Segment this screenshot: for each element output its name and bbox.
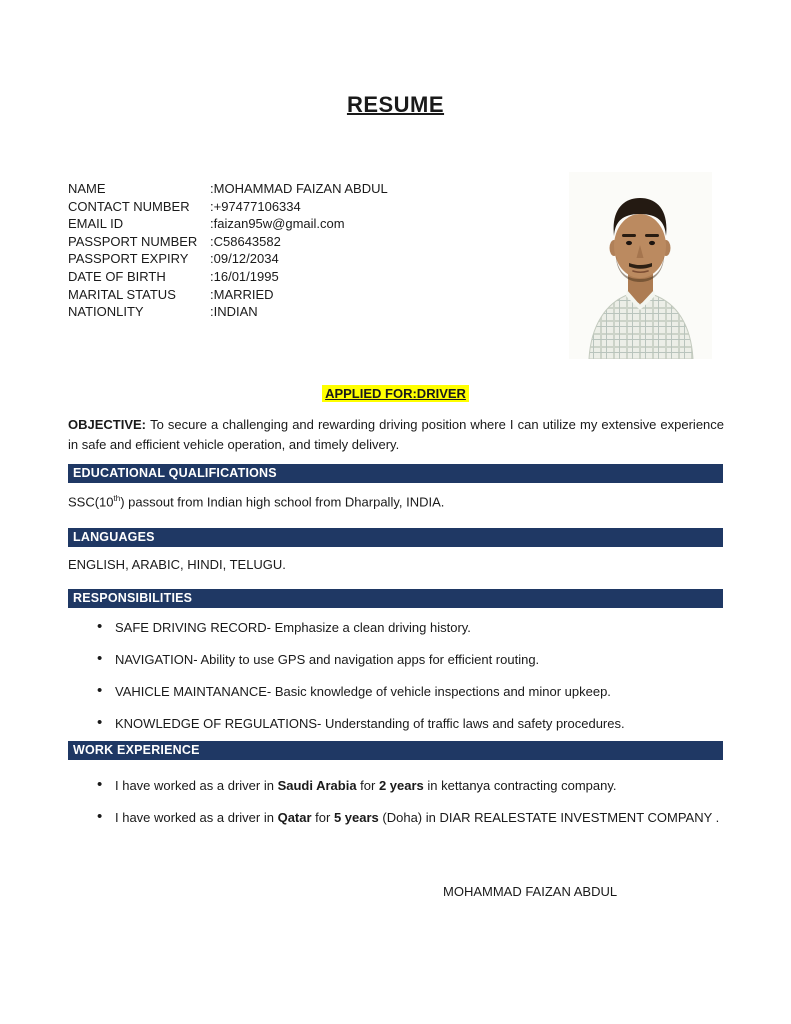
info-row-contact	[68, 198, 388, 216]
responsibilities-list	[68, 621, 771, 749]
info-row-name	[68, 180, 388, 198]
section-header-responsibilities: RESPONSIBILITIES	[68, 589, 723, 608]
personal-info-block	[68, 180, 388, 321]
info-value: 09/12/2034	[213, 251, 279, 267]
info-separator: :	[210, 216, 214, 232]
applied-for-highlight: APPLIED FOR:DRIVER	[322, 385, 469, 402]
info-row-passport-number	[68, 233, 388, 251]
info-separator: :	[210, 268, 214, 284]
list-item: • NAVIGATION- Ability to use GPS and navigation apps for efficient routing.	[115, 653, 771, 667]
applicant-photo	[569, 172, 712, 359]
info-value: C58643582	[213, 233, 281, 249]
info-separator: :	[210, 251, 214, 267]
info-label: PASSPORT NUMBER	[68, 233, 198, 249]
info-row-marital-status	[68, 286, 388, 304]
info-value: faizan95w@gmail.com	[213, 216, 345, 232]
list-item: • KNOWLEDGE OF REGULATIONS- Understanding of traffic laws and safety procedures.	[115, 717, 771, 731]
info-label: NAME	[68, 181, 106, 196]
info-label: PASSPORT EXPIRY	[68, 251, 189, 267]
languages-text: ENGLISH, ARABIC, HINDI, TELUGU.	[68, 557, 286, 572]
info-row-nationality	[68, 303, 388, 321]
info-value: MARRIED	[213, 286, 274, 302]
list-item: • SAFE DRIVING RECORD- Emphasize a clean driving history.	[115, 621, 771, 635]
info-separator: :	[210, 233, 214, 249]
education-text: SSC(10th) passout from Indian high school from Dharpally, INDIA.	[68, 494, 445, 510]
info-row-dob	[68, 268, 388, 286]
info-label: NATIONLITY	[68, 304, 144, 320]
info-separator: :	[210, 304, 214, 320]
info-separator: :	[210, 286, 214, 302]
work-experience-list	[68, 779, 771, 843]
info-label: MARITAL STATUS	[68, 286, 176, 302]
applied-for-line	[0, 386, 791, 401]
info-label: DATE OF BIRTH	[68, 268, 166, 284]
portrait-photo-icon	[569, 172, 712, 359]
section-header-languages: LANGUAGES	[68, 528, 723, 547]
info-separator: :	[210, 198, 214, 214]
objective-paragraph: OBJECTIVE: To secure a challenging and rewarding driving position where I can utilize my extensive experience in safe and efficient vehicle operation, and timely delivery.	[68, 417, 725, 452]
list-item: • VAHICLE MAINTANANCE- Basic knowledge of vehicle inspections and minor upkeep.	[115, 685, 771, 699]
list-item: • I have worked as a driver in Qatar for 5 years (Doha) in DIAR REALESTATE INVESTMENT COMPANY .	[115, 811, 771, 825]
list-item: • I have worked as a driver in Saudi Arabia for 2 years in kettanya contracting company.	[115, 779, 771, 793]
info-row-email	[68, 215, 388, 233]
page-title: RESUME	[346, 92, 445, 117]
info-value: +97477106334	[213, 198, 301, 214]
info-label: CONTACT NUMBER	[68, 198, 190, 214]
info-row-passport-expiry	[68, 250, 388, 268]
info-value: MOHAMMAD FAIZAN ABDUL	[213, 181, 388, 196]
info-label: EMAIL ID	[68, 216, 124, 232]
info-value: 16/01/1995	[213, 268, 279, 284]
section-header-work-experience: WORK EXPERIENCE	[68, 741, 723, 760]
section-header-education: EDUCATIONAL QUALIFICATIONS	[68, 464, 723, 483]
signature-name: MOHAMMAD FAIZAN ABDUL	[443, 884, 618, 899]
info-value: INDIAN	[213, 304, 258, 320]
info-separator: :	[210, 181, 214, 196]
